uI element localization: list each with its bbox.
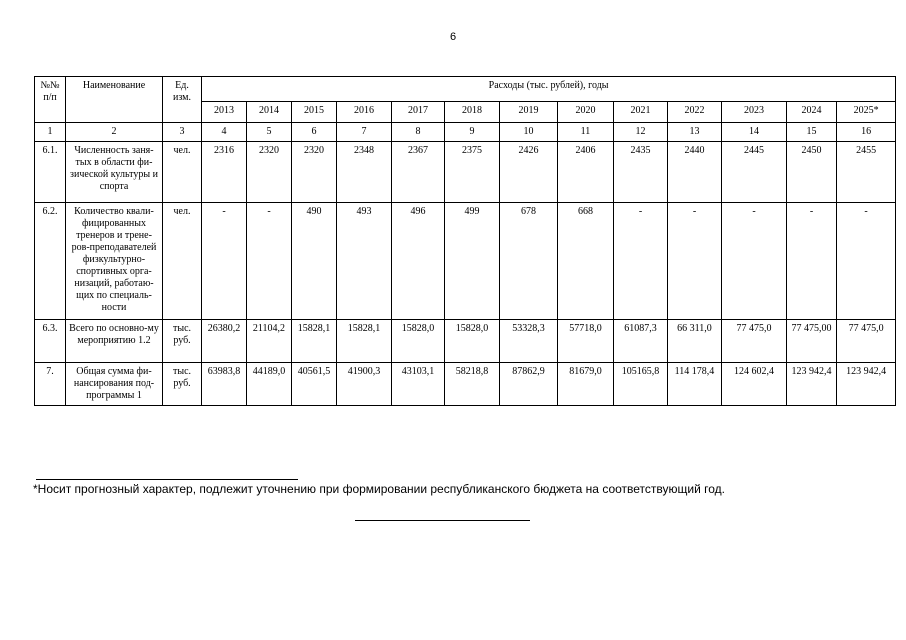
row-value: 499 (445, 203, 500, 320)
column-number: 11 (558, 123, 614, 142)
row-value: 66 311,0 (668, 320, 722, 363)
row-value: 41900,3 (337, 363, 392, 406)
row-value: 26380,2 (202, 320, 247, 363)
row-value: - (722, 203, 787, 320)
footnote-separator (36, 479, 298, 480)
row-value: 678 (500, 203, 558, 320)
row-value: 2320 (247, 142, 292, 203)
row-value: 123 942,4 (837, 363, 896, 406)
row-value: - (787, 203, 837, 320)
row-value: 2455 (837, 142, 896, 203)
column-number: 3 (163, 123, 202, 142)
row-value: - (247, 203, 292, 320)
row-value: 2426 (500, 142, 558, 203)
row-value: 15828,0 (445, 320, 500, 363)
row-value: - (837, 203, 896, 320)
header-year: 2025* (837, 102, 896, 123)
table-row (35, 363, 896, 406)
row-unit: чел. (163, 203, 202, 320)
row-value: 2440 (668, 142, 722, 203)
row-value: 2316 (202, 142, 247, 203)
row-number: 6.3. (35, 320, 66, 363)
row-value: 77 475,0 (722, 320, 787, 363)
row-unit: тыс. руб. (163, 363, 202, 406)
row-value: 2367 (392, 142, 445, 203)
header-year: 2024 (787, 102, 837, 123)
header-name: Наименование (66, 77, 163, 123)
row-value: 2435 (614, 142, 668, 203)
row-value: 2450 (787, 142, 837, 203)
row-name: Всего по основно-му мероприятию 1.2 (66, 320, 163, 363)
header-year: 2013 (202, 102, 247, 123)
row-value: 105165,8 (614, 363, 668, 406)
row-value: 77 475,0 (837, 320, 896, 363)
row-value: 61087,3 (614, 320, 668, 363)
row-value: 44189,0 (247, 363, 292, 406)
column-number: 9 (445, 123, 500, 142)
column-number: 15 (787, 123, 837, 142)
row-name: Численность заня-тых в области фи-зической культуры и спорта (66, 142, 163, 203)
column-number: 2 (66, 123, 163, 142)
row-value: 2348 (337, 142, 392, 203)
column-number: 6 (292, 123, 337, 142)
row-value: 2445 (722, 142, 787, 203)
row-value: 81679,0 (558, 363, 614, 406)
row-value: - (668, 203, 722, 320)
row-value: 87862,9 (500, 363, 558, 406)
row-value: - (202, 203, 247, 320)
column-number: 16 (837, 123, 896, 142)
row-value: 43103,1 (392, 363, 445, 406)
column-number: 8 (392, 123, 445, 142)
column-number: 14 (722, 123, 787, 142)
footnote: *Носит прогнозный характер, подлежит уточнению при формировании республиканского бюджета на соответствующий год. (33, 482, 725, 496)
row-value: - (614, 203, 668, 320)
row-unit: тыс. руб. (163, 320, 202, 363)
row-value: 124 602,4 (722, 363, 787, 406)
header-year: 2015 (292, 102, 337, 123)
table-row (35, 320, 896, 363)
row-value: 15828,1 (292, 320, 337, 363)
row-value: 114 178,4 (668, 363, 722, 406)
header-year: 2021 (614, 102, 668, 123)
header-year: 2020 (558, 102, 614, 123)
row-value: 123 942,4 (787, 363, 837, 406)
row-value: 57718,0 (558, 320, 614, 363)
row-value: 21104,2 (247, 320, 292, 363)
column-number: 5 (247, 123, 292, 142)
header-unit: Ед. изм. (163, 77, 202, 123)
row-value: 15828,0 (392, 320, 445, 363)
row-name: Количество квали-фицированных тренеров и трене-ров-преподавателей физкультурно-спортивных орга-низаций, работаю-щих по специаль-ности (66, 203, 163, 320)
column-number: 1 (35, 123, 66, 142)
row-value: 58218,8 (445, 363, 500, 406)
header-year: 2023 (722, 102, 787, 123)
column-number: 4 (202, 123, 247, 142)
header-year: 2022 (668, 102, 722, 123)
budget-table (34, 76, 896, 406)
row-value: 493 (337, 203, 392, 320)
row-number: 6.1. (35, 142, 66, 203)
row-unit: чел. (163, 142, 202, 203)
column-number: 13 (668, 123, 722, 142)
header-num: №№ п/п (35, 77, 66, 123)
table-row (35, 203, 896, 320)
row-value: 2320 (292, 142, 337, 203)
end-separator (355, 520, 530, 521)
column-number: 12 (614, 123, 668, 142)
row-value: 668 (558, 203, 614, 320)
header-year: 2018 (445, 102, 500, 123)
row-value: 490 (292, 203, 337, 320)
header-year: 2016 (337, 102, 392, 123)
header-expenses: Расходы (тыс. рублей), годы (202, 77, 896, 102)
header-year: 2017 (392, 102, 445, 123)
row-name: Общая сумма фи-нансирования под-программы 1 (66, 363, 163, 406)
header-year: 2014 (247, 102, 292, 123)
row-number: 6.2. (35, 203, 66, 320)
row-value: 2406 (558, 142, 614, 203)
row-value: 2375 (445, 142, 500, 203)
page-number: 6 (449, 31, 457, 43)
table-row (35, 142, 896, 203)
row-value: 63983,8 (202, 363, 247, 406)
row-value: 15828,1 (337, 320, 392, 363)
header-year: 2019 (500, 102, 558, 123)
row-value: 77 475,00 (787, 320, 837, 363)
row-value: 40561,5 (292, 363, 337, 406)
column-number: 10 (500, 123, 558, 142)
row-value: 53328,3 (500, 320, 558, 363)
row-value: 496 (392, 203, 445, 320)
column-number: 7 (337, 123, 392, 142)
row-number: 7. (35, 363, 66, 406)
